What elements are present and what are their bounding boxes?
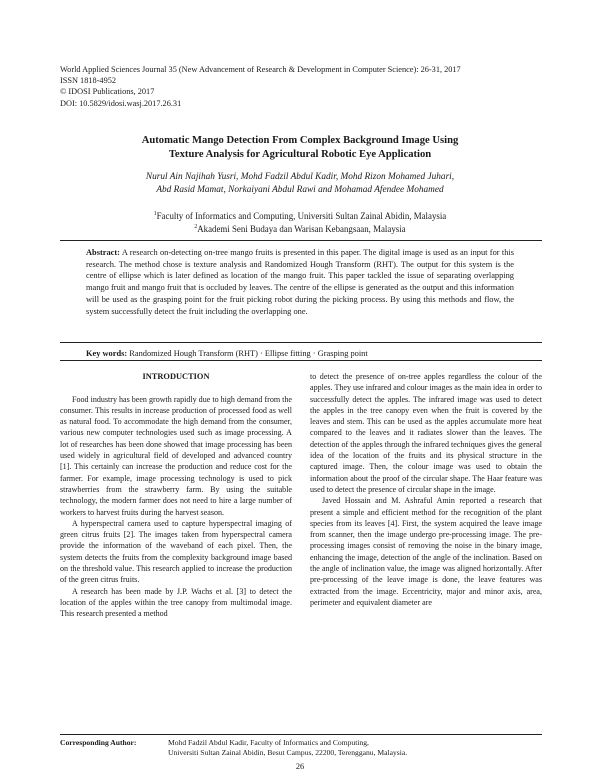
journal-header	[60, 64, 550, 109]
column-right	[310, 371, 542, 608]
journal-citation: World Applied Sciences Journal 35 (New Advancement of Research & Development in Computer Science): 26-31, 2017	[60, 65, 461, 74]
column-left	[60, 371, 292, 620]
affiliation-1: $^1$Faculty of Informatics and Computing, Universiti Sultan Zainal Abidin, Malaysia	[153, 211, 447, 221]
authors-line-2: Abd Rasid Mamat, Norkaiyani Abdul Rawi and Mohamad Afendee Mohamed	[156, 185, 444, 195]
keywords-label: Key words:	[86, 349, 128, 358]
journal-copyright: © IDOSI Publications, 2017	[60, 87, 155, 97]
abstract-text: A research on-detecting on-tree mango fruits is presented in this paper. The digital image is used as an input for this research. The method chose is texture analysis and Randomized Hough Transform (RHT). The output for this system is the centre of ellipse which is later defined as location of the mango fruit. This paper tackled the issue of separating overlapping mango fruit and mango fruit that is occluded by leaves. The centre of the ellipse is generated as the output and this information will be used as the grasping point for the fruit picking robot during the picking process. By using this methods and flow, the system successfully detect the fruit including the overlapping one.	[86, 248, 514, 316]
footer-divider	[60, 734, 542, 735]
title-line-1: Automatic Mango Detection From Complex Background Image Using	[141, 135, 459, 146]
keywords-text: Randomized Hough Transform (RHT) · Ellipse fitting · Grasping point	[129, 349, 368, 358]
section-heading-introduction: INTRODUCTION	[142, 372, 210, 381]
intro-paragraph-3-continued: to detect the presence of on-tree apples regardless the colour of the apples. They use infrared and colour images as the main idea in order to successfully detect the apples. The infrared image was used to detect the apples in the tree canopy even when the fruit is covered by the leaves and stem. This can be used as the apples accumulate more heat compared to the leaves and it radiates slower than the leaves. The detection of the apples through the infrared techniques gives the general idea of the location of the fruits and its physical structure in the captured image. Then, the colour image was used to obtain the information about the proof of the circular shape. The Haar feature was used to detect the presence of circular shape in the image.	[310, 372, 542, 494]
keywords-block	[86, 348, 516, 359]
affiliations	[60, 210, 540, 235]
journal-issn: ISSN 1818-4952	[60, 76, 117, 86]
corresponding-author-label: Corresponding Author:	[60, 738, 137, 747]
intro-paragraph-3: A research has been made by J.P. Wachs et al. [3] to detect the location of the apples within the tree canopy from multimodal image. This research presented a method	[60, 586, 292, 619]
affiliation-2-marker: 2	[194, 223, 198, 230]
author-list	[60, 171, 540, 197]
page-number: 26	[295, 762, 305, 771]
divider-abstract-end	[60, 342, 542, 343]
affiliation-1-marker: 1	[153, 211, 157, 218]
abstract-label: Abstract:	[86, 248, 120, 257]
title-line-2: Texture Analysis for Agricultural Robotic Eye Application	[168, 149, 432, 160]
authors-line-1: Nurul Ain Najihah Yusri, Mohd Fadzil Abdul Kadir, Mohd Rizon Mohamed Juhari,	[145, 172, 455, 182]
paper-title	[60, 134, 540, 162]
intro-paragraph-2: A hyperspectral camera used to capture hyperspectral imaging of green citrus fruits [2]. The images taken from hyperspectral camera provide the information of the waveband of each pixel. Then, the system detects the fruits from the complexity background image based on the threshold value. This research applied to increase the production of the green citrus fruits.	[60, 518, 292, 585]
intro-paragraph-4: Javed Hossain and M. Ashraful Amin reported a research that present a simple and efficient method for the recognition of the plant species from its leaves [4]. First, the system acquired the leave image from scanner, then the image undergo pre-processing image. The pre-processing images consist of removing the noise in the binary image, enhancing the image, detection of the angle of the inclination. Based on the angle of inclination value, the image was aligned horizontally. After pre-processing of the leave image is done, the leave features was extracted from the image. Eccentricity, major and minor axis, area, perimeter and equivalent diameter are	[310, 496, 542, 607]
divider-top	[60, 240, 542, 241]
corresponding-author	[60, 738, 407, 759]
abstract-block	[86, 247, 514, 317]
intro-paragraph-1: Food industry has been growth rapidly due to high demand from the consumer. This results in increase production of processed food as well as natural food. To accommodate the high demand from the consumer, various new computer technologies used such as image processing. A lot of researches has been done showed that image processing has been used widely in agricultural field of developed and advanced country [1]. This certainly can increase the production and reduce cost for the farmer. For example, image processing technology is used to pick strawberries from the strawberry farm. By using the suitable technology, the modern farmer does not need to hire a large number of workers to harvest fruits during the harvest season.	[60, 394, 292, 517]
corresponding-author-line-2: Universiti Sultan Zainal Abidin, Besut Campus, 22200, Terengganu, Malaysia.	[168, 748, 408, 758]
affiliation-2: $^2$Akademi Seni Budaya dan Warisan Kebangsaan, Malaysia	[194, 223, 406, 234]
divider-keywords-end	[60, 360, 542, 361]
corresponding-author-line-1: Mohd Fadzil Abdul Kadir, Faculty of Informatics and Computing,	[168, 738, 369, 747]
journal-doi: DOI: 10.5829/idosi.wasj.2017.26.31	[60, 98, 182, 108]
